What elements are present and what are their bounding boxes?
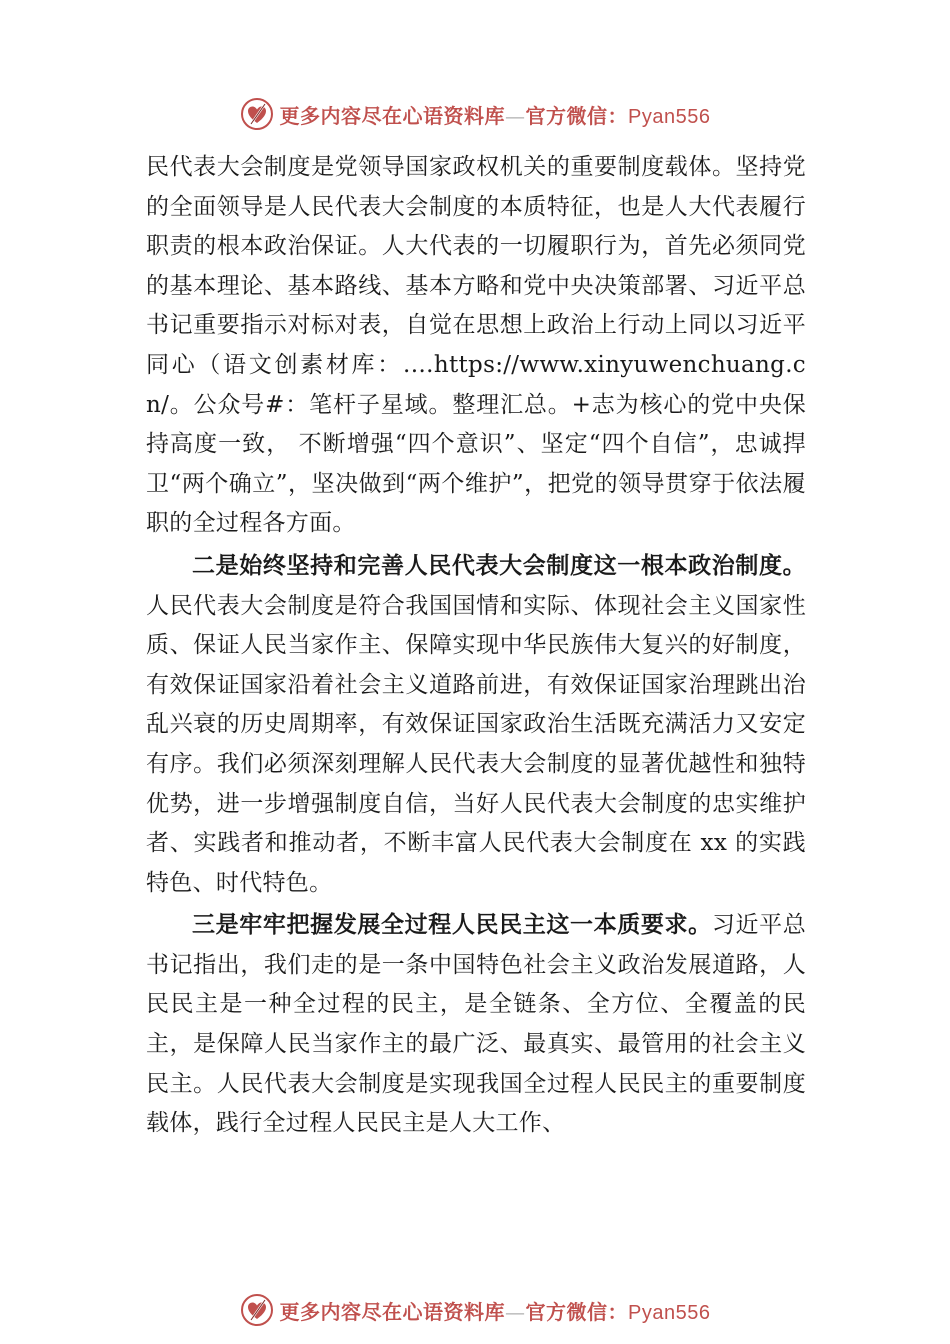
watermark-text: 更多内容尽在心语资料库—官方微信：Pyan556 bbox=[279, 1299, 711, 1324]
paragraph-text: 民代表大会制度是党领导国家政权机关的重要制度载体。坚持党的全面领导是人民代表大会制度的本质特征，也是人大代表履行职责的根本政治保证。人大代表的一切履职行为，首先必须同党的基本理论、基本路线、基本方略和党中央决策部署、习近平总书记重要指示对标对表，自觉在思想上政治上行动上同以习近平同心（语文创素材库：.…https://www.xinyuwenchuang.cn/。公众号#：笔杆子星域。整理汇总。+志为核心的党中央保持高度一致， 不断增强“四个意识”、坚定“四个自信”，忠诚捍卫“两个确立”，坚决做到“两个维护”，把党的领导贯穿于依法履职的全过程各方面。 bbox=[146, 154, 806, 537]
document-body bbox=[146, 148, 806, 1144]
paragraph bbox=[146, 546, 806, 903]
heart-pen-logo-icon bbox=[240, 1293, 274, 1327]
paragraph-text: 习近平总书记指出，我们走的是一条中国特色社会主义政治发展道路，人民民主是一种全过程的民主，是全链条、全方位、全覆盖的民主，是保障人民当家作主的最广泛、最真实、最管用的社会主义民主。人民代表大会制度是实现我国全过程人民民主的重要制度载体，践行全过程人民民主是人大工作、 bbox=[146, 912, 806, 1137]
paragraph bbox=[146, 148, 806, 544]
paragraph-heading: 三是牢牢把握发展全过程人民民主这一本质要求。 bbox=[192, 911, 712, 939]
footer-watermark bbox=[0, 1290, 950, 1330]
heart-pen-logo-icon bbox=[240, 97, 274, 131]
header-watermark bbox=[0, 94, 950, 134]
paragraph-text: 人民代表大会制度是符合我国国情和实际、体现社会主义国家性质、保证人民当家作主、保障实现中华民族伟大复兴的好制度，有效保证国家沿着社会主义道路前进，有效保证国家治理跳出治乱兴衰的历史周期率，有效保证国家政治生活既充满活力又安定有序。我们必须深刻理解人民代表大会制度的显著优越性和独特优势，进一步增强制度自信，当好人民代表大会制度的忠实维护者、实践者和推动者，不断丰富人民代表大会制度在 xx 的实践特色、时代特色。 bbox=[146, 592, 806, 896]
paragraph bbox=[146, 905, 806, 1144]
paragraph-heading: 二是始终坚持和完善人民代表大会制度这一根本政治制度。 bbox=[192, 551, 806, 579]
watermark-text: 更多内容尽在心语资料库—官方微信：Pyan556 bbox=[279, 103, 711, 128]
